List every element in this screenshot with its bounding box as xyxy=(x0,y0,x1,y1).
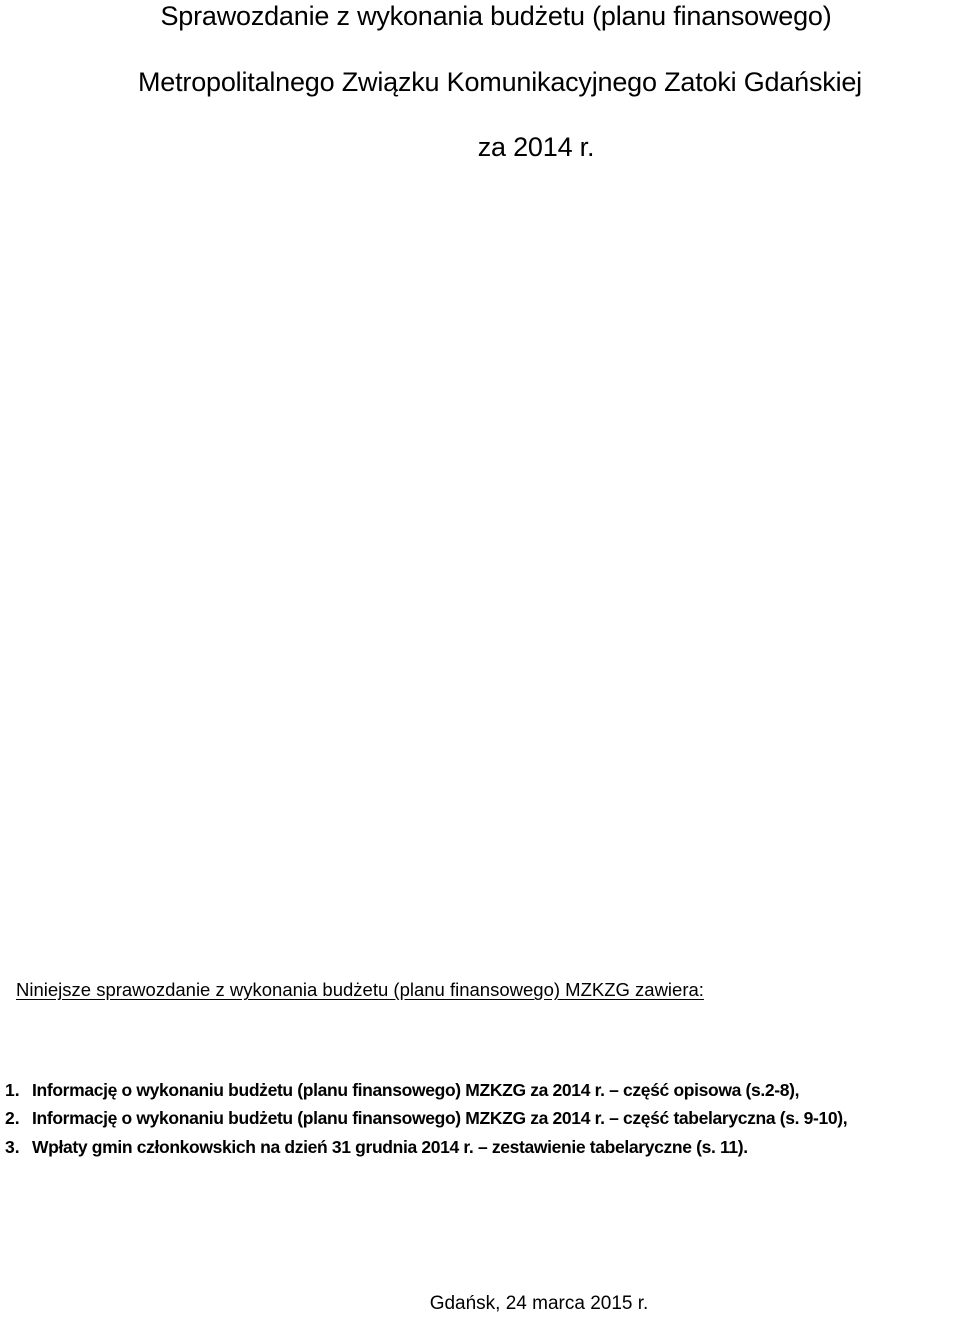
report-title-line-2: Metropolitalnego Związku Komunikacyjnego Zatoki Gdańskiej xyxy=(138,67,862,97)
list-item-number: 3. xyxy=(5,1137,20,1157)
list-item-text: Informację o wykonaniu budżetu (planu finansowego) MZKZG za 2014 r. – część tabelaryczna (s. 9-10), xyxy=(32,1108,848,1128)
report-title-line-1: Sprawozdanie z wykonania budżetu (planu finansowego) xyxy=(160,1,832,31)
list-item-text: Wpłaty gmin członkowskich na dzień 31 grudnia 2014 r. – zestawienie tabelaryczne (s. 11). xyxy=(32,1137,748,1157)
report-title-line-3: za 2014 r. xyxy=(477,132,595,162)
list-item-number: 2. xyxy=(5,1108,20,1128)
list-item-text: Informację o wykonaniu budżetu (planu finansowego) MZKZG za 2014 r. – część opisowa (s.2-8), xyxy=(32,1080,800,1100)
place-and-date: Gdańsk, 24 marca 2015 r. xyxy=(429,1293,649,1314)
list-item-number: 1. xyxy=(5,1080,20,1100)
contents-intro: Niniejsze sprawozdanie z wykonania budżetu (planu finansowego) MZKZG zawiera: xyxy=(16,979,704,1000)
